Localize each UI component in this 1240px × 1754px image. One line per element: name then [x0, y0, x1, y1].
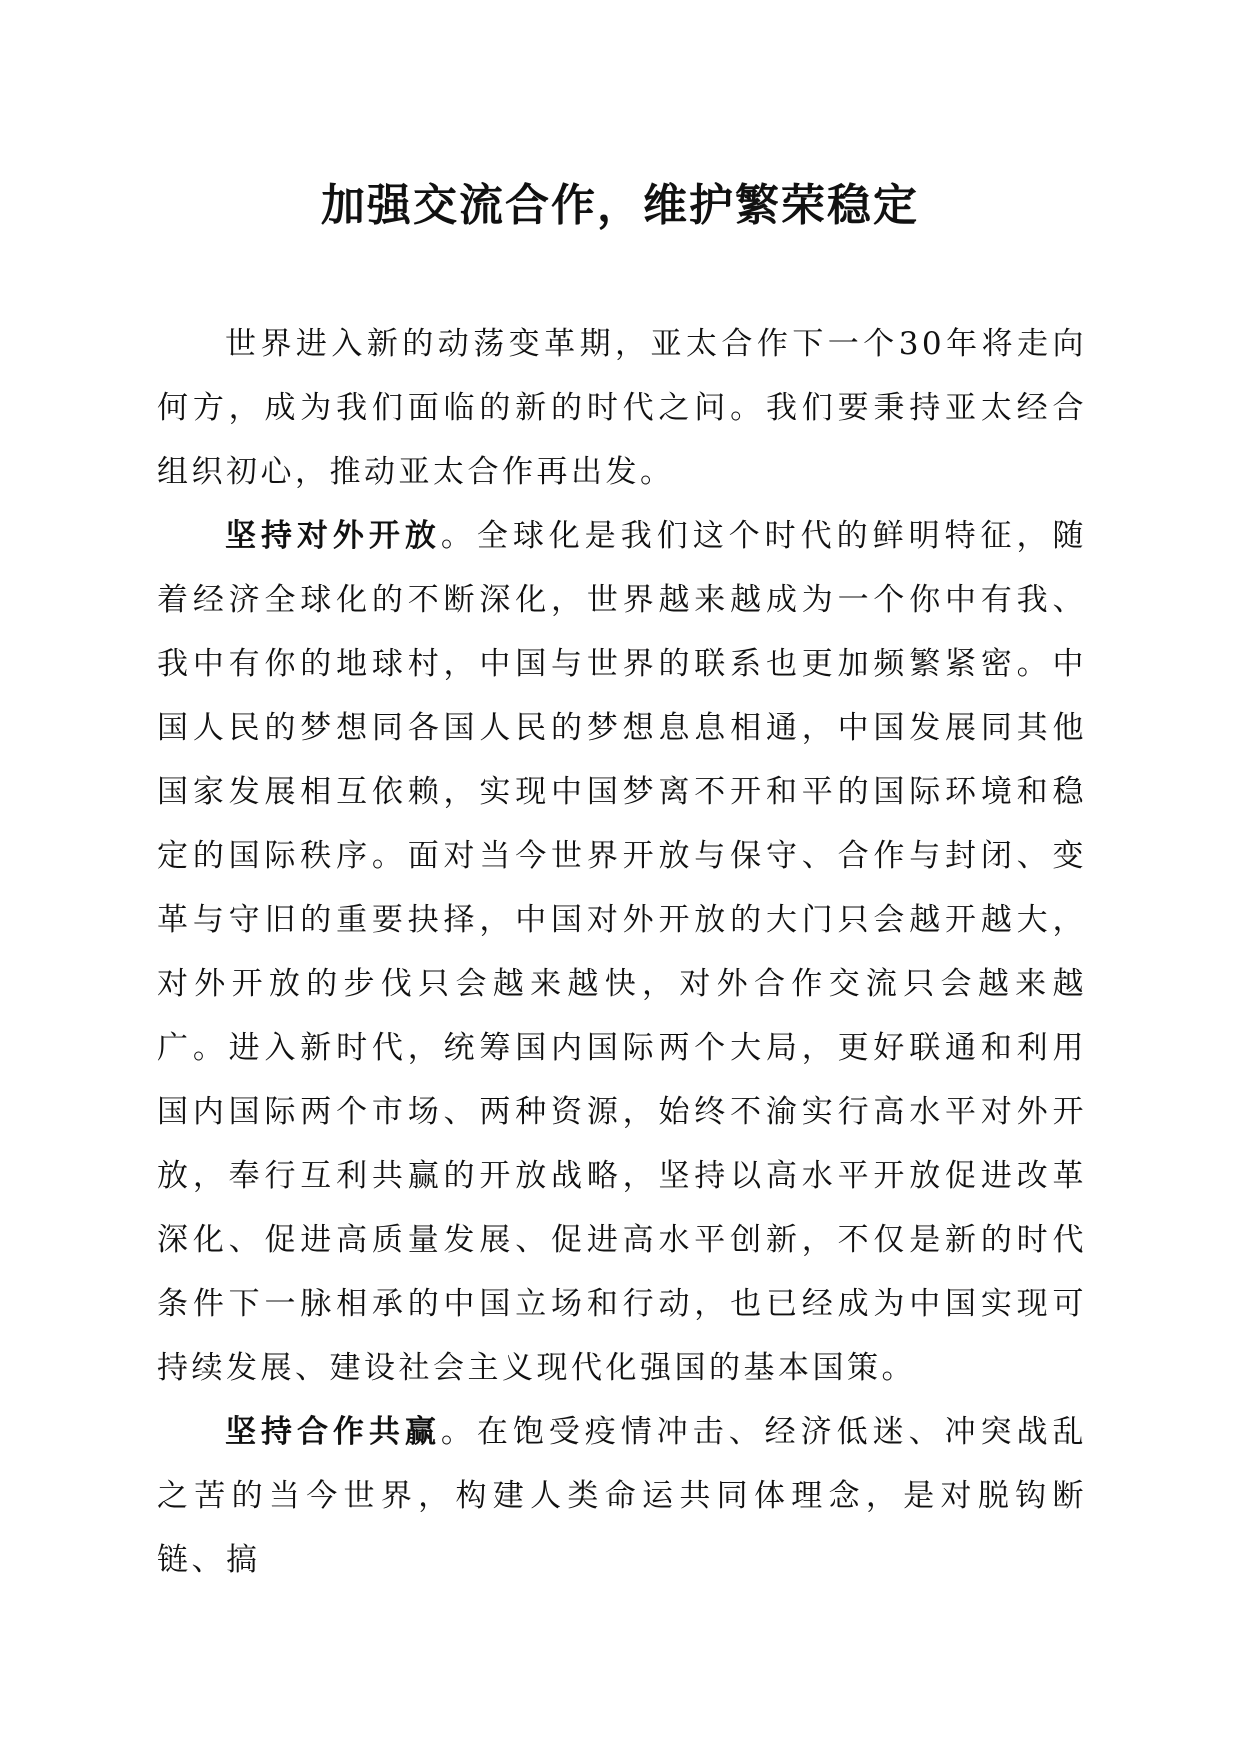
- paragraph-text: 。全球化是我们这个时代的鲜明特征，随着经济全球化的不断深化，世界越来越成为一个你中有我、我中有你的地球村，中国与世界的联系也更加频繁紧密。中国人民的梦想同各国人民的梦想息息相通，中国发展同其他国家发展相互依赖，实现中国梦离不开和平的国际环境和稳定的国际秩序。面对当今世界开放与保守、合作与封闭、变革与守旧的重要抉择，中国对外开放的大门只会越开越大，对外开放的步伐只会越来越快，对外合作交流只会越来越广。进入新时代，统筹国内国际两个大局，更好联通和利用国内国际两个市场、两种资源，始终不渝实行高水平对外开放，奉行互利共赢的开放战略，坚持以高水平开放促进改革深化、促进高质量发展、促进高水平创新，不仅是新的时代条件下一脉相承的中国立场和行动，也已经成为中国实现可持续发展、建设社会主义现代化强国的基本国策。: [157, 518, 1088, 1386]
- paragraph-win-win-cooperation: [157, 1400, 1087, 1592]
- paragraph-opening-up: [157, 504, 1087, 1400]
- document-title: 加强交流合作，维护繁荣稳定: [321, 180, 919, 231]
- paragraph-lead: 坚持对外开放: [225, 518, 441, 554]
- paragraph-text: 。在饱受疫情冲击、经济低迷、冲突战乱之苦的当今世界，构建人类命运共同体理念，是对脱钩断链、搞: [157, 1414, 1088, 1578]
- paragraph-lead: 坚持合作共赢: [225, 1414, 441, 1450]
- paragraph-text: 世界进入新的动荡变革期，亚太合作下一个30年将走向何方，成为我们面临的新的时代之问。我们要秉持亚太经合组织初心，推动亚太合作再出发。: [157, 326, 1087, 490]
- document-body: [157, 312, 1087, 1592]
- paragraph-intro: [157, 312, 1087, 504]
